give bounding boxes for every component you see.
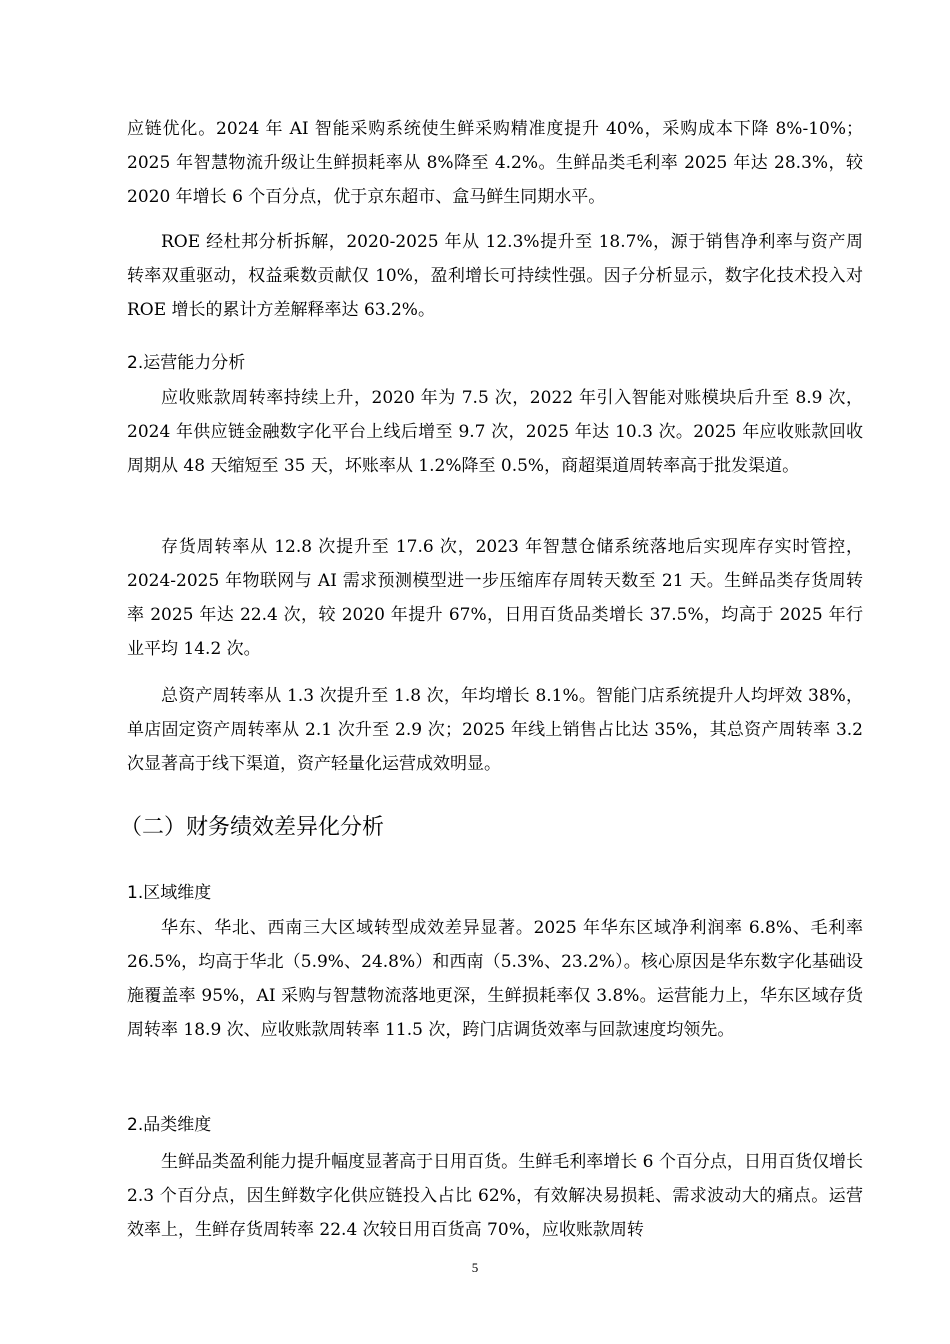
heading-section-differentiation: （二）财务绩效差异化分析	[120, 815, 385, 840]
heading-region-dimension: 1.区域维度	[127, 883, 212, 903]
page-number: 5	[471, 1260, 479, 1275]
paragraph-inventory-turnover: 存货周转率从 12.8 次提升至 17.6 次，2023 年智慧仓储系统落地后实现库存实时管控，2024-2025 年物联网与 AI 需求预测模型进一步压缩库存周转天数至 21 天。生鲜品类存货周转率 2025 年达 22.4 次，较 2020 年提升 67%，日用百货品类增长 37.5%，均高于 2025 年行业平均 14.2 次。	[127, 537, 863, 659]
paragraph-category-analysis: 生鲜品类盈利能力提升幅度显著高于日用百货。生鲜毛利率增长 6 个百分点，日用百货仅增长 2.3 个百分点，因生鲜数字化供应链投入占比 62%，有效解决易损耗、需求波动大的痛点。运营效率上，生鲜存货周转率 22.4 次较日用百货高 70%，应收账款周转	[127, 1152, 863, 1240]
paragraph-receivables-turnover: 应收账款周转率持续上升，2020 年为 7.5 次，2022 年引入智能对账模块后升至 8.9 次，2024 年供应链金融数字化平台上线后增至 9.7 次，2025 年达 10.3 次。2025 年应收账款回收周期从 48 天缩短至 35 天，坏账率从 1.2%降至 0.5%，商超渠道周转率高于批发渠道。	[127, 388, 863, 476]
heading-operating-capacity: 2.运营能力分析	[127, 353, 246, 373]
paragraph-region-analysis: 华东、华北、西南三大区域转型成效差异显著。2025 年华东区域净利润率 6.8%、毛利率 26.5%，均高于华北（5.9%、24.8%）和西南（5.3%、23.2%）。核心原因是华东数字化基础设施覆盖率 95%，AI 采购与智慧物流落地更深，生鲜损耗率仅 3.8%。运营能力上，华东区域存货周转率 18.9 次、应收账款周转率 11.5 次，跨门店调货效率与回款速度均领先。	[127, 918, 863, 1040]
paragraph-asset-turnover: 总资产周转率从 1.3 次提升至 1.8 次，年均增长 8.1%。智能门店系统提升人均坪效 38%，单店固定资产周转率从 2.1 次升至 2.9 次；2025 年线上销售占比达 35%，其总资产周转率 3.2 次显著高于线下渠道，资产轻量化运营成效明显。	[127, 686, 863, 774]
paragraph-roe: ROE 经杜邦分析拆解，2020-2025 年从 12.3%提升至 18.7%，源于销售净利率与资产周转率双重驱动，权益乘数贡献仅 10%，盈利增长可持续性强。因子分析显示，数字化技术投入对 ROE 增长的累计方差解释率达 63.2%。	[127, 232, 863, 320]
paragraph-procurement: 应链优化。2024 年 AI 智能采购系统使生鲜采购精准度提升 40%，采购成本下降 8%-10%；2025 年智慧物流升级让生鲜损耗率从 8%降至 4.2%。生鲜品类毛利率 2025 年达 28.3%，较 2020 年增长 6 个百分点，优于京东超市、盒马鲜生同期水平。	[127, 119, 863, 207]
heading-category-dimension: 2.品类维度	[127, 1115, 212, 1135]
